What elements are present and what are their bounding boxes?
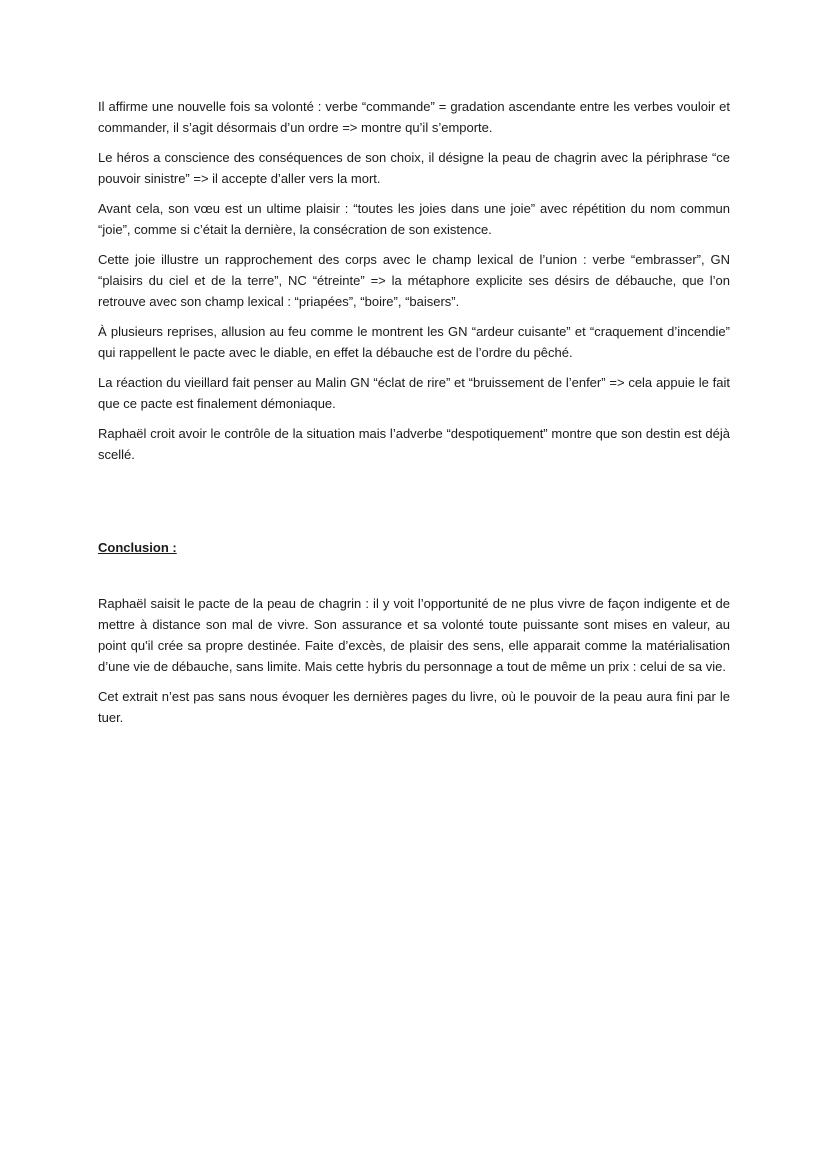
conclusion-heading: Conclusion : [98, 540, 177, 555]
paragraph: Il affirme une nouvelle fois sa volonté : verbe “commande” = gradation ascendante entre les verbes vouloir et commander, il s’agit désormais d’un ordre => montre qu’il s’emporte. [98, 99, 730, 135]
document-page [98, 96, 730, 737]
analysis-section [98, 96, 730, 465]
paragraph: Raphaël croit avoir le contrôle de la situation mais l’adverbe “despotiquement” montre que son destin est déjà scellé. [98, 426, 730, 462]
paragraph: Le héros a conscience des conséquences de son choix, il désigne la peau de chagrin avec la périphrase “ce pouvoir sinistre” => il accepte d’aller vers la mort. [98, 150, 730, 186]
paragraph: Raphaël saisit le pacte de la peau de chagrin : il y voit l’opportunité de ne plus vivre de façon indigente et de mettre à distance son mal de vivre. Son assurance et sa volonté toute puissante sont mises en valeur, au point qu'il crée sa propre destinée. Faite d’excès, de plaisir des sens, elle apparait comme la matérialisation d’une vie de débauche, sans limite. Mais cette hybris du personnage a tout de même un prix : celui de sa vie. [98, 596, 730, 674]
paragraph: À plusieurs reprises, allusion au feu comme le montrent les GN “ardeur cuisante” et “craquement d’incendie” qui rappellent le pacte avec le diable, en effet la débauche est de l’ordre du pêché. [98, 324, 730, 360]
paragraph: Cet extrait n’est pas sans nous évoquer les dernières pages du livre, où le pouvoir de la peau aura fini par le tuer. [98, 689, 730, 725]
paragraph: La réaction du vieillard fait penser au Malin GN “éclat de rire” et “bruissement de l’enfer” => cela appuie le fait que ce pacte est finalement démoniaque. [98, 375, 730, 411]
paragraph: Cette joie illustre un rapprochement des corps avec le champ lexical de l’union : verbe “embrasser”, GN “plaisirs du ciel et de la terre”, NC “étreinte” => la métaphore explicite ses désirs de débauche, que l’on retrouve avec son champ lexical : “priapées”, “boire”, “baisers”. [98, 252, 730, 309]
paragraph: Avant cela, son vœu est un ultime plaisir : “toutes les joies dans une joie” avec répétition du nom commun “joie”, comme si c’était la dernière, la consécration de son existence. [98, 201, 730, 237]
conclusion-body [98, 593, 730, 728]
conclusion-section [98, 537, 730, 728]
